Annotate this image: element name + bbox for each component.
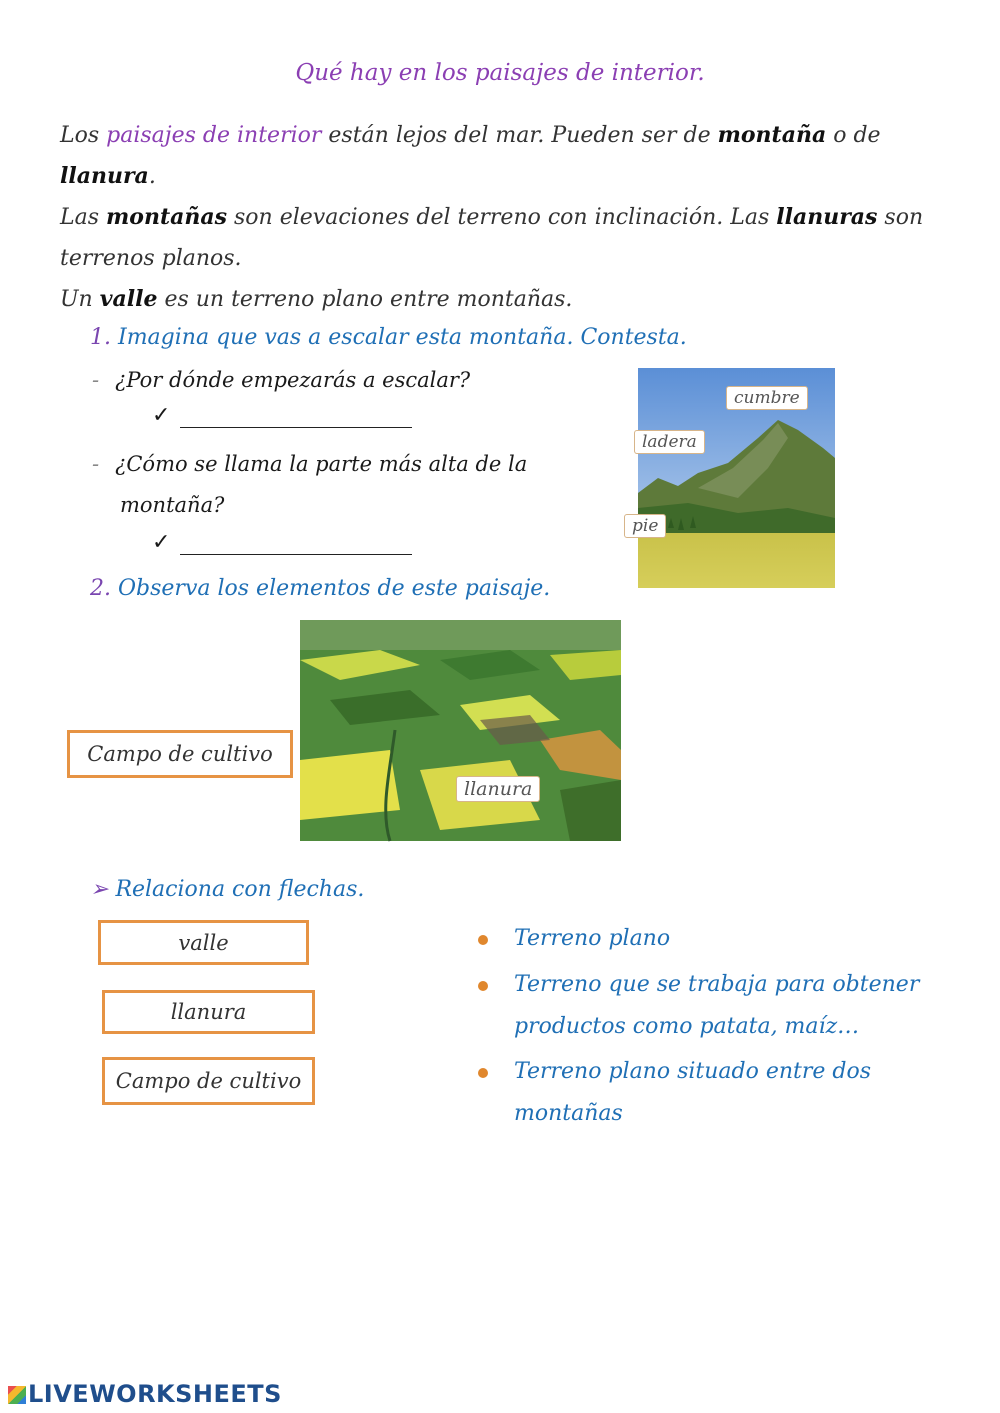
intro-text: Un [60, 287, 100, 312]
intro-bold: montaña [717, 122, 827, 148]
intro-highlight: paisajes de interior [106, 123, 322, 148]
bullet-dot [478, 1068, 488, 1078]
definition-1[interactable] [478, 918, 948, 960]
page-title: Qué hay en los paisajes de interior. [295, 60, 705, 86]
question-text: Imagina que vas a escalar esta montaña. Contesta. [118, 325, 687, 350]
intro-text: . [148, 164, 156, 189]
definition-text: Terreno plano situado entre dos montañas [514, 1059, 872, 1126]
mountain-photo [632, 368, 835, 588]
intro-text: son elevaciones del terreno con inclinación. Las [227, 205, 777, 230]
relate-heading [90, 877, 364, 902]
relate-box-valle[interactable]: valle [98, 920, 309, 965]
relate-title: Relaciona con flechas. [115, 877, 365, 902]
bullet-dot [478, 981, 488, 991]
logo-text: LIVEWORKSHEETS [28, 1380, 282, 1408]
subquestion-1 [92, 368, 470, 392]
answer-row-2 [152, 530, 412, 555]
intro-text: Las [60, 205, 107, 230]
intro-paragraph-1 [60, 115, 940, 197]
question-number: 2. [90, 576, 111, 601]
definition-text: Terreno que se trabaja para obtener productos como patata, maíz… [514, 972, 920, 1039]
subquestion-text: ¿Cómo se llama la parte más alta de la [115, 452, 528, 476]
field-label-box: Campo de cultivo [67, 730, 293, 778]
intro-text: o de [826, 123, 881, 148]
label-llanura: llanura [456, 776, 540, 802]
intro-bold: valle [99, 286, 158, 312]
intro-bold: montañas [106, 204, 228, 230]
intro-paragraph-2 [60, 197, 940, 279]
answer-row-1 [152, 403, 412, 428]
intro-text: son terrenos planos. [60, 205, 924, 271]
intro-paragraph-3 [60, 279, 940, 320]
check-icon: ✓ [152, 530, 171, 555]
logo-icon [8, 1386, 26, 1404]
label-ladera: ladera [634, 430, 705, 454]
intro-text: es un terreno plano entre montañas. [157, 287, 573, 312]
question-text: Observa los elementos de este paisaje. [118, 576, 551, 601]
label-cumbre: cumbre [726, 386, 808, 410]
dash-marker: - [92, 452, 100, 476]
answer-input-1[interactable] [180, 407, 412, 428]
question-1 [90, 325, 687, 350]
answer-input-2[interactable] [180, 534, 412, 555]
intro-bold: llanura [60, 163, 149, 189]
label-pie: pie [624, 514, 666, 538]
dash-marker: - [92, 368, 100, 392]
relate-box-campo[interactable]: Campo de cultivo [102, 1057, 315, 1105]
intro-bold: llanuras [776, 204, 878, 230]
liveworksheets-logo [8, 1380, 282, 1408]
fields-illustration [300, 620, 621, 841]
definition-3[interactable] [478, 1051, 948, 1135]
check-icon: ✓ [152, 403, 171, 428]
definition-2[interactable] [478, 964, 948, 1048]
fields-photo [300, 620, 621, 841]
question-number: 1. [90, 325, 111, 350]
bullet-dot [478, 935, 488, 945]
definition-text: Terreno plano [514, 926, 671, 951]
arrow-bullet-icon: ➢ [90, 877, 109, 902]
subquestion-2 [92, 452, 527, 476]
intro-text: Los [60, 123, 107, 148]
intro-text: están lejos del mar. Pueden ser de [321, 123, 718, 148]
question-2 [90, 576, 550, 601]
subquestion-text: ¿Por dónde empezarás a escalar? [115, 368, 471, 392]
relate-box-llanura[interactable]: llanura [102, 990, 315, 1034]
subquestion-2-cont: montaña? [120, 493, 225, 517]
